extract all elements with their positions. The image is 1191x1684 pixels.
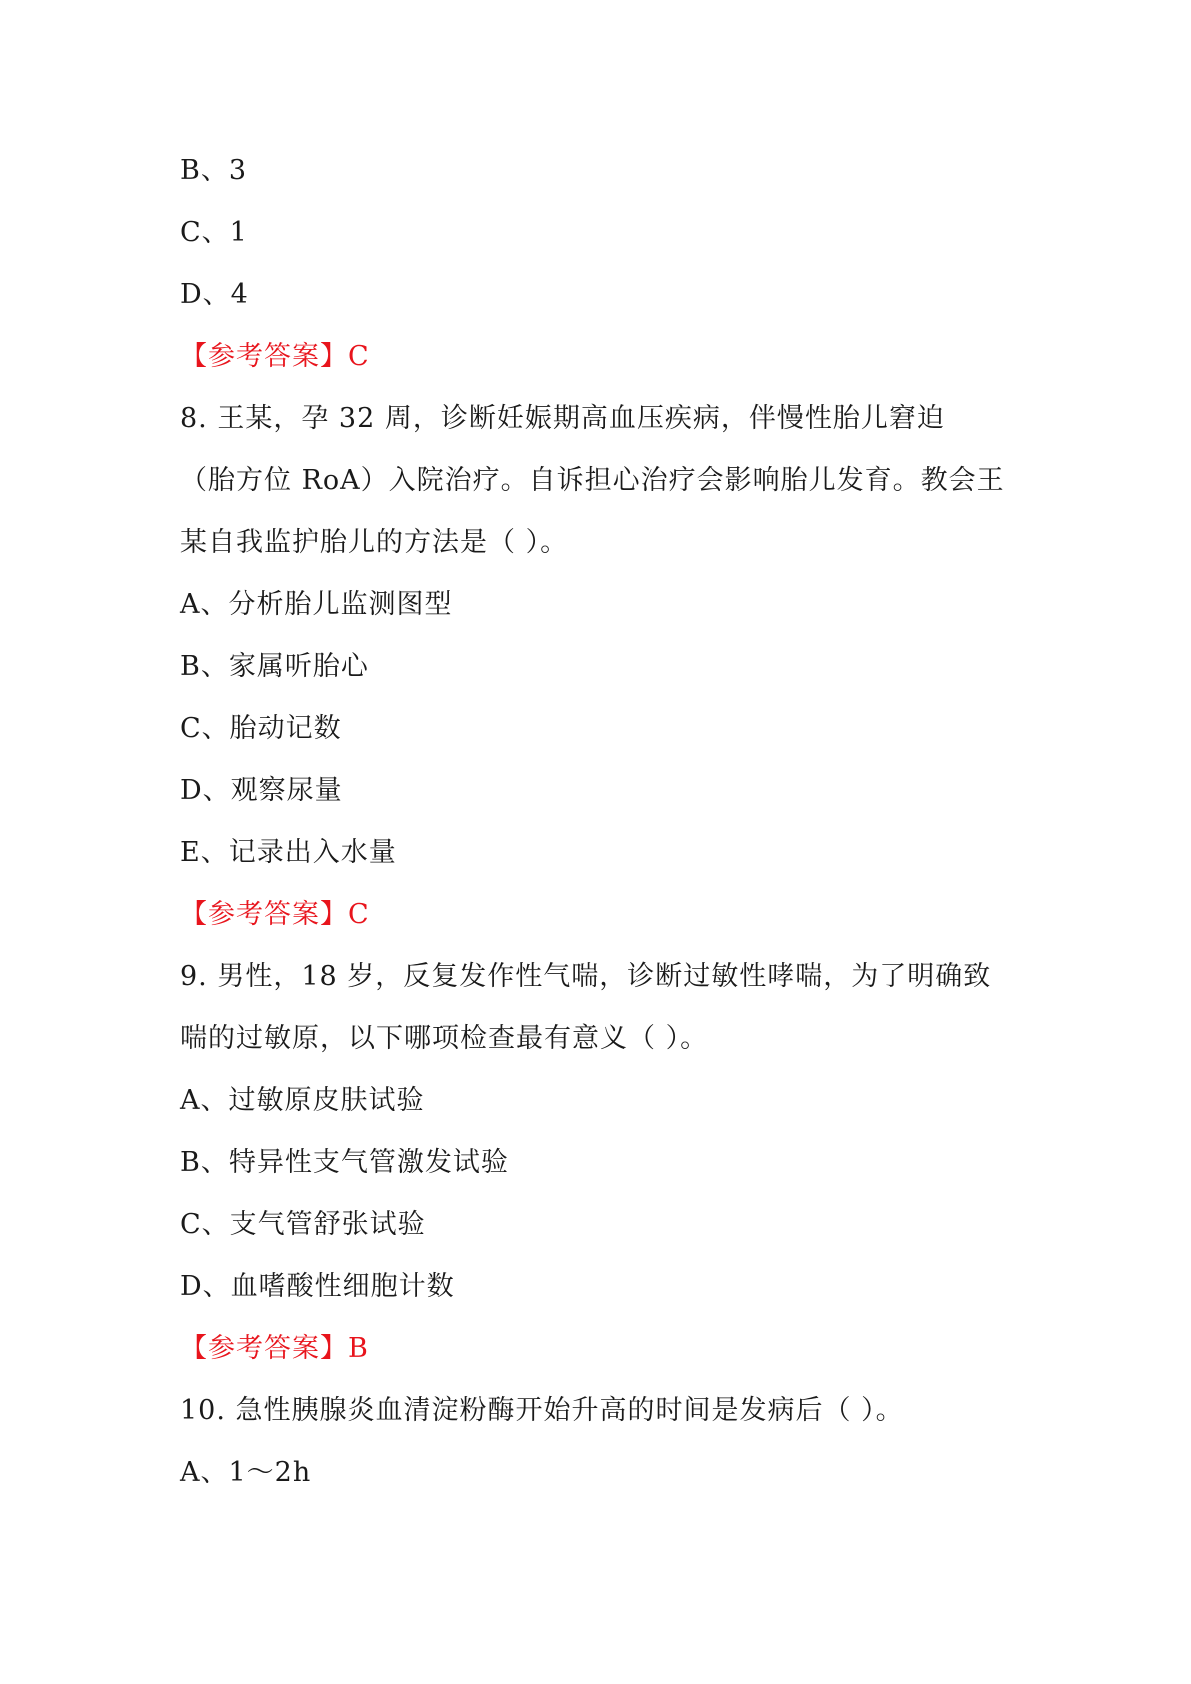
q8-stem-line-2: （胎方位 RoA）入院治疗。自诉担心治疗会影响胎儿发育。教会王	[180, 465, 1005, 496]
q8-option-d: D、观察尿量	[180, 775, 343, 806]
q8-option-c: C、胎动记数	[180, 713, 342, 744]
q9-stem-line-1: 9. 男性，18 岁，反复发作性气喘，诊断过敏性哮喘，为了明确致	[180, 961, 992, 992]
q7-option-d: D、4	[180, 279, 249, 310]
q7-answer-label: 【参考答案】	[180, 341, 348, 372]
q9-option-b: B、特异性支气管激发试验	[180, 1147, 509, 1178]
q7-answer-value: C	[348, 341, 370, 372]
q10-stem-line-1: 10. 急性胰腺炎血清淀粉酶开始升高的时间是发病后（ ）。	[180, 1395, 904, 1426]
q9-answer-value: B	[348, 1333, 369, 1364]
q8-option-b: B、家属听胎心	[180, 651, 369, 682]
q8-answer-label: 【参考答案】	[180, 899, 348, 930]
q7-option-c: C、1	[180, 217, 248, 248]
q7-option-b: B、3	[180, 155, 248, 186]
q9-option-c: C、支气管舒张试验	[180, 1209, 426, 1240]
q9-answer-label: 【参考答案】	[180, 1333, 348, 1364]
q10-option-a: A、1～2h	[180, 1457, 312, 1488]
q7-answer	[180, 340, 370, 374]
q8-option-a: A、分析胎儿监测图型	[180, 589, 453, 620]
q9-answer	[180, 1332, 369, 1366]
q8-answer	[180, 898, 370, 932]
q8-answer-value: C	[348, 899, 370, 930]
q8-stem-line-3: 某自我监护胎儿的方法是（ ）。	[180, 527, 569, 558]
q9-option-a: A、过敏原皮肤试验	[180, 1085, 425, 1116]
q9-option-d: D、血嗜酸性细胞计数	[180, 1271, 455, 1302]
q8-option-e: E、记录出入水量	[180, 837, 397, 868]
q9-stem-line-2: 喘的过敏原，以下哪项检查最有意义（ ）。	[180, 1023, 709, 1054]
q8-stem-line-1: 8. 王某，孕 32 周，诊断妊娠期高血压疾病，伴慢性胎儿窘迫	[180, 403, 945, 434]
